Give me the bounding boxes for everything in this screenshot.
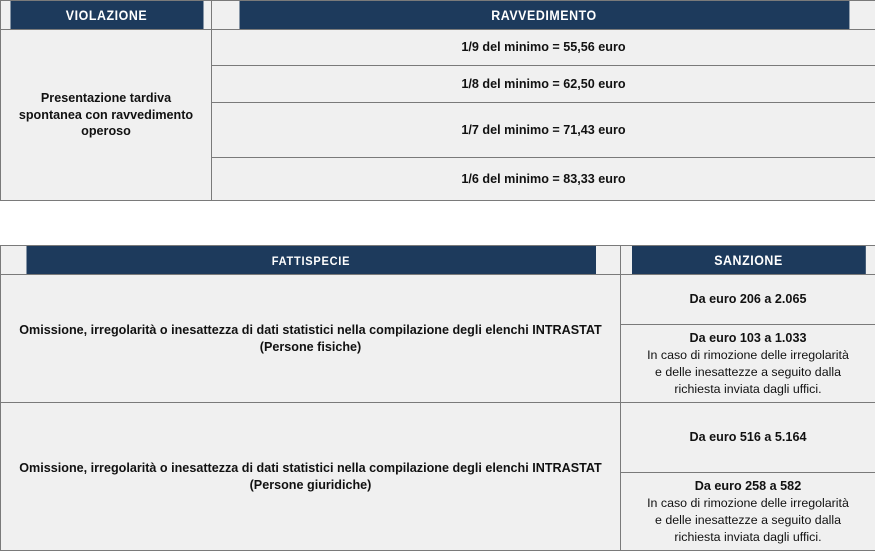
sanzione-amount: Da euro 516 a 5.164	[689, 430, 807, 445]
table-row	[1, 275, 875, 325]
table-header-row	[1, 1, 875, 30]
table-sanzioni	[0, 245, 875, 551]
table-ravvedimento-head	[1, 1, 875, 30]
fattispecie-line-2: INTRASTAT	[532, 322, 602, 337]
sanzione-note-line-3: richiesta inviata dagli uffici.	[674, 382, 822, 397]
fattispecie-line-3: (Persone fisiche)	[259, 339, 362, 354]
violation-description-cell	[1, 30, 212, 201]
fattispecie-line-1: Omissione, irregolarità o inesattezza di dati statistici nella compilazione degli elenchi	[19, 460, 529, 475]
table-ravvedimento-body	[1, 30, 875, 201]
sanzione-note-line-2: e delle inesattezze a seguito dalla	[655, 512, 841, 527]
table-sanzioni-head	[1, 246, 875, 275]
fattispecie-line-3: (Persone giuridiche)	[249, 477, 372, 492]
sanzione-amount: Da euro 206 a 2.065	[689, 292, 807, 307]
sanzione-cell	[621, 325, 875, 403]
table-row	[1, 403, 875, 473]
table-header-row	[1, 246, 875, 275]
sanzione-note-line-2: e delle inesattezze a seguito dalla	[655, 364, 841, 379]
fattispecie-line-2: INTRASTAT	[532, 460, 602, 475]
column-header-fattispecie	[25, 246, 595, 275]
sanzione-amount: Da euro 103 a 1.033	[689, 330, 807, 345]
sanzione-note-line-1: In caso di rimozione delle irregolarità	[647, 347, 849, 362]
table-sanzioni-body	[1, 275, 875, 551]
ravvedimento-value-cell: 1/7 del minimo = 71,43 euro	[212, 103, 875, 158]
violation-line-3: operoso	[81, 124, 131, 139]
table-ravvedimento	[0, 0, 875, 201]
sanzione-cell	[621, 403, 875, 473]
column-header-sanzione	[631, 246, 866, 275]
ravvedimento-value-cell: 1/8 del minimo = 62,50 euro	[212, 66, 875, 103]
column-header-sanzione-label: SANZIONE	[713, 252, 783, 268]
violation-line-2: spontanea con ravvedimento	[18, 107, 194, 122]
ravvedimento-value-cell: 1/9 del minimo = 55,56 euro	[212, 30, 875, 66]
column-header-fattispecie-label: fattispecie	[271, 250, 350, 269]
sanzione-amount: Da euro 258 a 582	[694, 478, 802, 493]
ravvedimento-value-cell: 1/6 del minimo = 83,33 euro	[212, 158, 875, 201]
column-header-ravvedimento	[238, 1, 849, 30]
sanzione-note-line-3: richiesta inviata dagli uffici.	[674, 530, 822, 545]
table-row	[1, 30, 875, 66]
column-header-violazione-label: VIOLAZIONE	[65, 7, 147, 23]
sanzione-note-line-1: In caso di rimozione delle irregolarità	[647, 495, 849, 510]
fattispecie-cell	[1, 403, 621, 551]
sanzione-cell	[621, 473, 875, 551]
fattispecie-cell	[1, 275, 621, 403]
violation-line-1: Presentazione tardiva	[40, 90, 172, 105]
fattispecie-line-1: Omissione, irregolarità o inesattezza di dati statistici nella compilazione degli elenchi	[19, 322, 529, 337]
column-header-ravvedimento-label: RAVVEDIMENTO	[490, 7, 597, 23]
column-header-violazione	[9, 1, 203, 30]
sanzione-cell	[621, 275, 875, 325]
